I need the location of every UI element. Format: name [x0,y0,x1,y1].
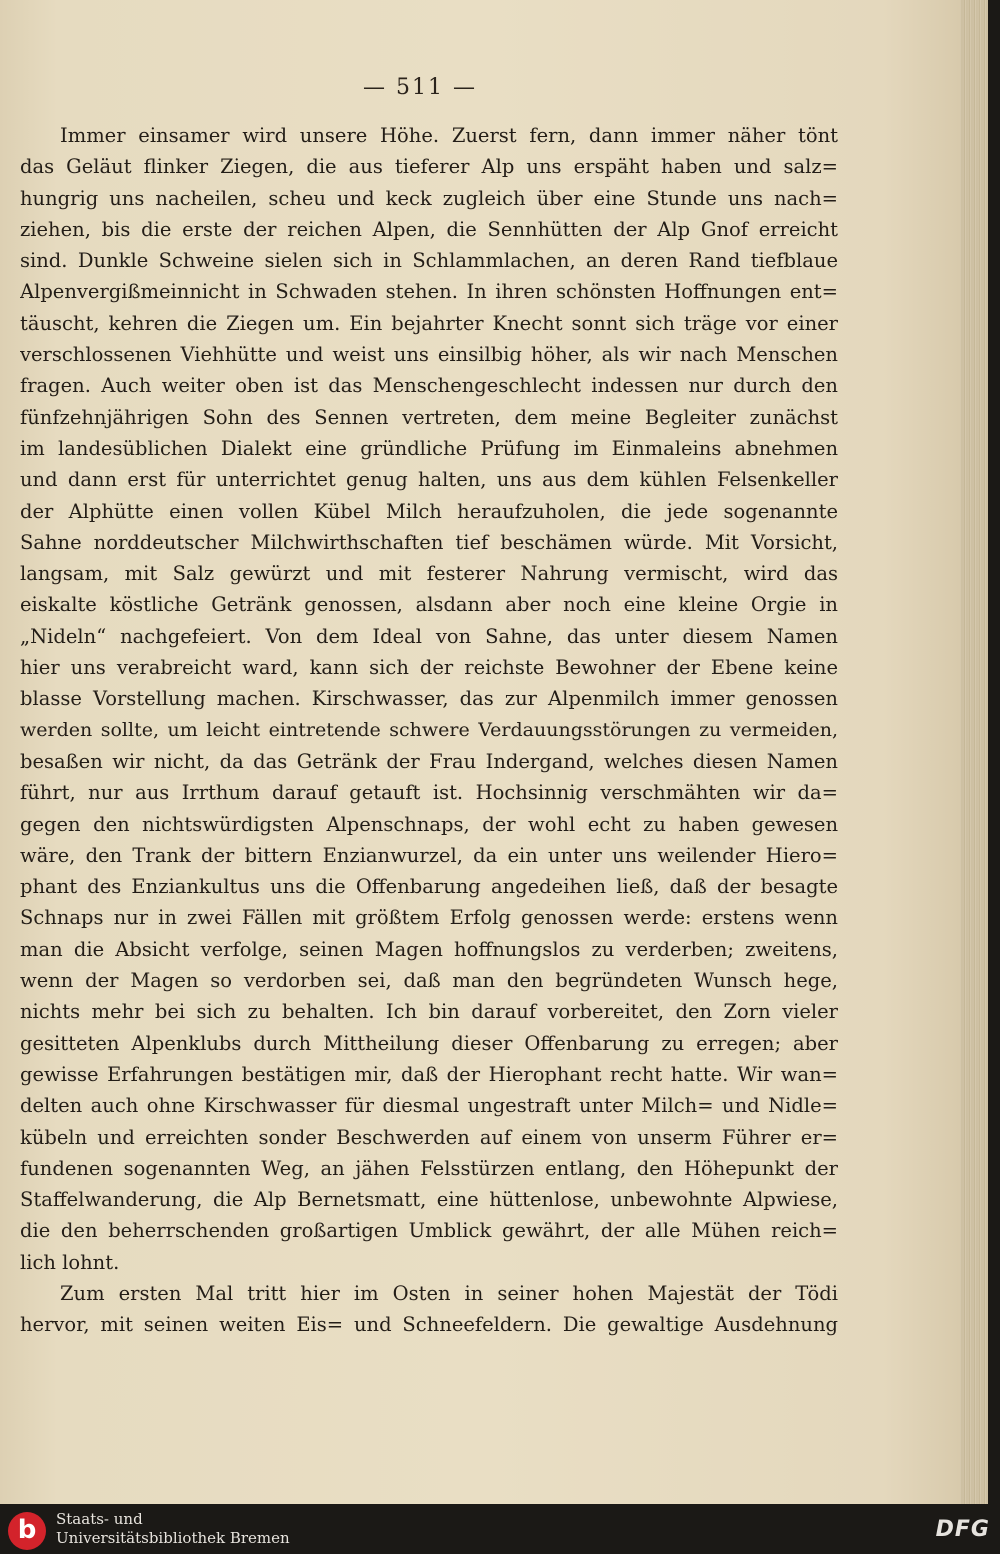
text-line: täuscht, kehren die Ziegen um. Ein bejahrter Knecht sonnt sich träge vor einer [20,311,838,335]
text-line: blasse Vorstellung machen. Kirschwasser, das zur Alpenmilch immer genossen [20,687,838,711]
text-line: Schnaps nur in zwei Fällen mit größtem Erfolg genossen werde: erstens wenn [20,906,838,930]
page-number: — 511 — [363,75,477,100]
text-line: hervor, mit seinen weiten Eis= und Schneefeldern. Die gewaltige Ausdehnung [20,1313,838,1337]
text-line: Alpenvergißmeinnicht in Schwaden stehen. In ihren schönsten Hoffnungen ent= [20,280,838,304]
library-name[interactable] [56,1510,290,1548]
text-line: delten auch ohne Kirschwasser für diesmal ungestraft unter Milch= und Nidle= [20,1094,838,1118]
library-name-line1: Staats- und [56,1510,143,1528]
text-line: Immer einsamer wird unsere Höhe. Zuerst fern, dann immer näher tönt [60,124,838,147]
text-line: hungrig uns nacheilen, scheu und keck zugleich über eine Stunde uns nach= [20,186,838,210]
text-line: besaßen wir nicht, da das Getränk der Frau Indergand, welches diesen Namen [20,749,838,773]
text-line: fragen. Auch weiter oben ist das Menschengeschlecht indessen nur durch den [20,374,838,398]
text-line: man die Absicht verfolge, seinen Magen hoffnungslos zu verderben; zweitens, [20,937,838,961]
text-line: wäre, den Trank der bittern Enzianwurzel, da ein unter uns weilender Hiero= [20,843,838,867]
text-line: gewisse Erfahrungen bestätigen mir, daß der Hierophant recht hatte. Wir wan= [20,1062,838,1086]
text-line: eiskalte köstliche Getränk genossen, alsdann aber noch eine kleine Orgie in [20,593,838,617]
text-line: lich lohnt. [20,1250,120,1274]
text-line: Zum ersten Mal tritt hier im Osten in seiner hohen Majestät der Tödi [60,1281,838,1305]
text-line: fundenen sogenannten Weg, an jähen Felsstürzen entlang, den Höhepunkt der [20,1156,838,1180]
text-line: werden sollte, um leicht eintretende schwere Verdauungsstörungen zu vermeiden, [20,718,838,741]
text-line: gesitteten Alpenklubs durch Mittheilung dieser Offenbarung zu erregen; aber [20,1031,838,1055]
text-line: „Nideln“ nachgefeiert. Von dem Ideal von Sahne, das unter diesem Namen [20,624,838,648]
text-line: im landesüblichen Dialekt eine gründliche Prüfung im Einmaleins abnehmen [20,436,838,460]
text-line: Staffelwanderung, die Alp Bernetsmatt, eine hüttenlose, unbewohnte Alpwiese, [20,1188,838,1212]
text-line: Sahne norddeutscher Milchwirthschaften tief beschämen würde. Mit Vorsicht, [20,530,838,554]
text-line: kübeln und erreichten sonder Beschwerden auf einem von unserm Führer er= [20,1125,838,1149]
text-line: sind. Dunkle Schweine sielen sich in Schlammlachen, an deren Rand tiefblaue [20,249,838,273]
dfg-logo[interactable]: DFG [935,1517,990,1542]
text-line: verschlossenen Viehhütte und weist uns einsilbig höher, als wir nach Menschen [20,343,838,367]
text-line: die den beherrschenden großartigen Umblick gewährt, der alle Mühen reich= [20,1219,838,1243]
text-line: hier uns verabreicht ward, kann sich der reichste Bewohner der Ebene keine [20,656,838,680]
library-name-line2: Universitätsbibliothek Bremen [56,1529,290,1547]
text-line: nichts mehr bei sich zu behalten. Ich bin darauf vorbereitet, den Zorn vieler [20,1000,838,1024]
text-line: wenn der Magen so verdorben sei, daß man den begründeten Wunsch hege, [20,969,838,993]
text-line: langsam, mit Salz gewürzt und mit festerer Nahrung vermischt, wird das [20,562,838,586]
footer-bar [0,1504,1000,1554]
text-line: und dann erst für unterrichtet genug halten, uns aus dem kühlen Felsenkeller [20,468,838,492]
page-edge [960,0,988,1504]
text-line: gegen den nichtswürdigsten Alpenschnaps, der wohl echt zu haben gewesen [20,812,838,836]
text-line: ziehen, bis die erste der reichen Alpen, die Sennhütten der Alp Gnof erreicht [20,217,838,241]
text-line: das Geläut flinker Ziegen, die aus tieferer Alp uns erspäht haben und salz= [20,155,838,179]
text-line: der Alphütte einen vollen Kübel Milch heraufzuholen, die jede sogenannte [20,499,838,523]
text-line: führt, nur aus Irrthum darauf getauft ist. Hochsinnig verschmähten wir da= [20,781,838,805]
text-line: fünfzehnjährigen Sohn des Sennen vertreten, dem meine Begleiter zunächst [20,405,838,429]
text-line: phant des Enziankultus uns die Offenbarung angedeihen ließ, daß der besagte [20,875,838,899]
body-text [20,120,838,1341]
library-logo-icon[interactable]: b [8,1512,46,1550]
